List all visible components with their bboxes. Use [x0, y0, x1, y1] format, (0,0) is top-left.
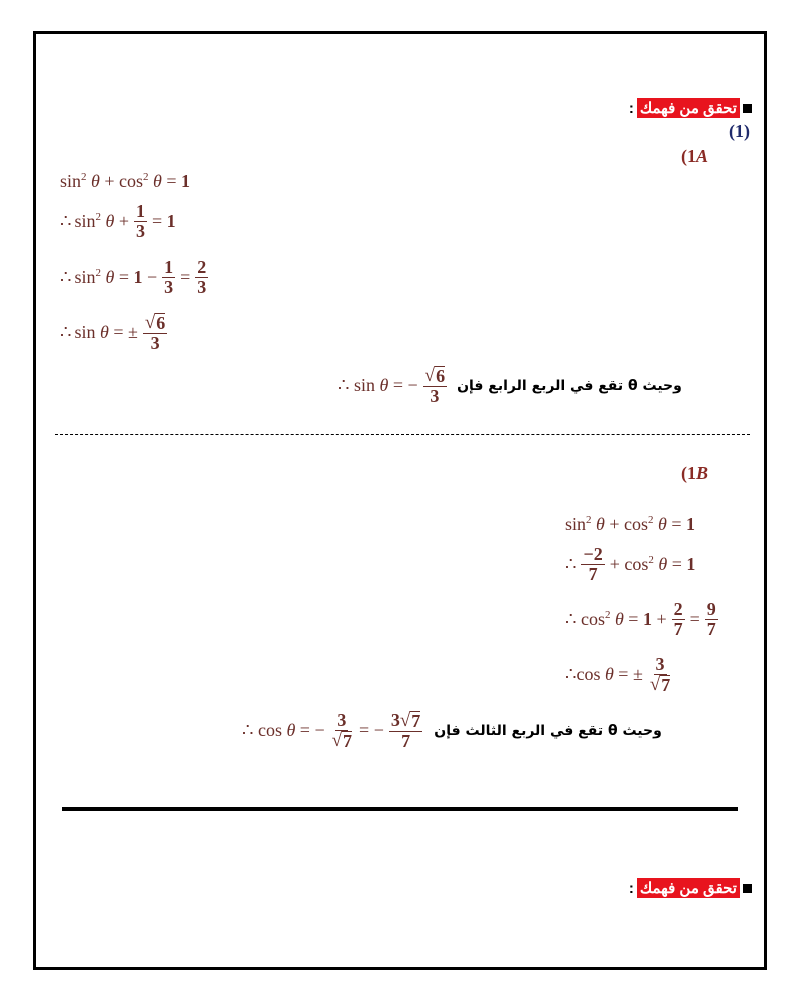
header-colon: : [628, 99, 634, 117]
part-b-line-4: ∴cos θ = ± 3 √ 7 [565, 654, 671, 695]
fraction-one-third-b: $\frac{1}{3}$ [164, 257, 174, 297]
part-b-line-3: ∴ $\cos^2 \theta = 1$ + $\frac{2}{7}$ = $\frac{9}{7}$ [565, 599, 716, 639]
fraction-neg-3-over-sqrt7: 3 √ 7 [331, 710, 353, 751]
section-header [629, 98, 752, 118]
fraction-9-over-7: $\frac{9}{7}$ [706, 599, 716, 639]
fraction-2-over-7: $\frac{2}{7}$ [673, 599, 683, 639]
fraction-neg-sqrt6-over-3: √ 6 3 [424, 365, 446, 406]
part-b-label: (1B [680, 463, 708, 483]
part-a-line-2: ∴ $\sin^2 \theta$ + $\frac{1}{3}$ = 1 [60, 201, 176, 241]
part-a-conclusion: ∴ sin θ = − √ 6 3 وحيث θ تقع في الربع الرابع فإن [338, 365, 682, 406]
fraction-3-over-sqrt7: 3 √ 7 [649, 654, 671, 695]
part-a-conclusion-text: وحيث θ تقع في الربع الرابع فإن [457, 377, 682, 394]
fraction-sqrt6-over-3: √ 6 3 [144, 312, 166, 353]
square-bullet-icon [743, 884, 752, 893]
part-a-line-4: ∴ sin θ = ± √ 6 3 [60, 312, 166, 353]
square-bullet-icon [743, 104, 752, 113]
dashed-divider [55, 434, 750, 435]
fraction-one-third: $\frac{1}{3}$ [135, 201, 145, 241]
fraction-neg-3sqrt7-over-7: 3 √ 7 7 [390, 710, 421, 751]
header-highlight: تحقق من فهمك [637, 98, 740, 118]
footer-section-header [629, 878, 752, 898]
part-b-conclusion: ∴ cos θ = − 3 √ 7 = − 3 √ 7 7 وحيث θ تقع في الربع الثالث فإن [242, 710, 662, 751]
part-a-label: (1A [680, 146, 708, 166]
footer-header-highlight: تحقق من فهمك [637, 878, 740, 898]
part-b-line-1: $\sin^2 \theta + \cos^2 \theta = 1$ [565, 514, 696, 534]
footer-header-colon: : [628, 879, 634, 897]
part-b-conclusion-text: وحيث θ تقع في الربع الثالث فإن [434, 722, 662, 739]
part-a-line-3: ∴ $\sin^2 \theta = 1$ − $\frac{1}{3}$ = $\frac{2}{3}$ [60, 257, 207, 297]
part-b-line-2: ∴ $\frac{-2}{7}$ + $\cos^2 \theta = 1$ [565, 544, 696, 584]
exercise-number: (1) [729, 121, 750, 141]
solid-divider [62, 807, 738, 811]
fraction-neg2-over-7: $\frac{-2}{7}$ [583, 544, 603, 584]
fraction-two-thirds: $\frac{2}{3}$ [197, 257, 207, 297]
part-a-line-1: $\sin^2 \theta + \cos^2 \theta = 1$ [60, 171, 191, 191]
